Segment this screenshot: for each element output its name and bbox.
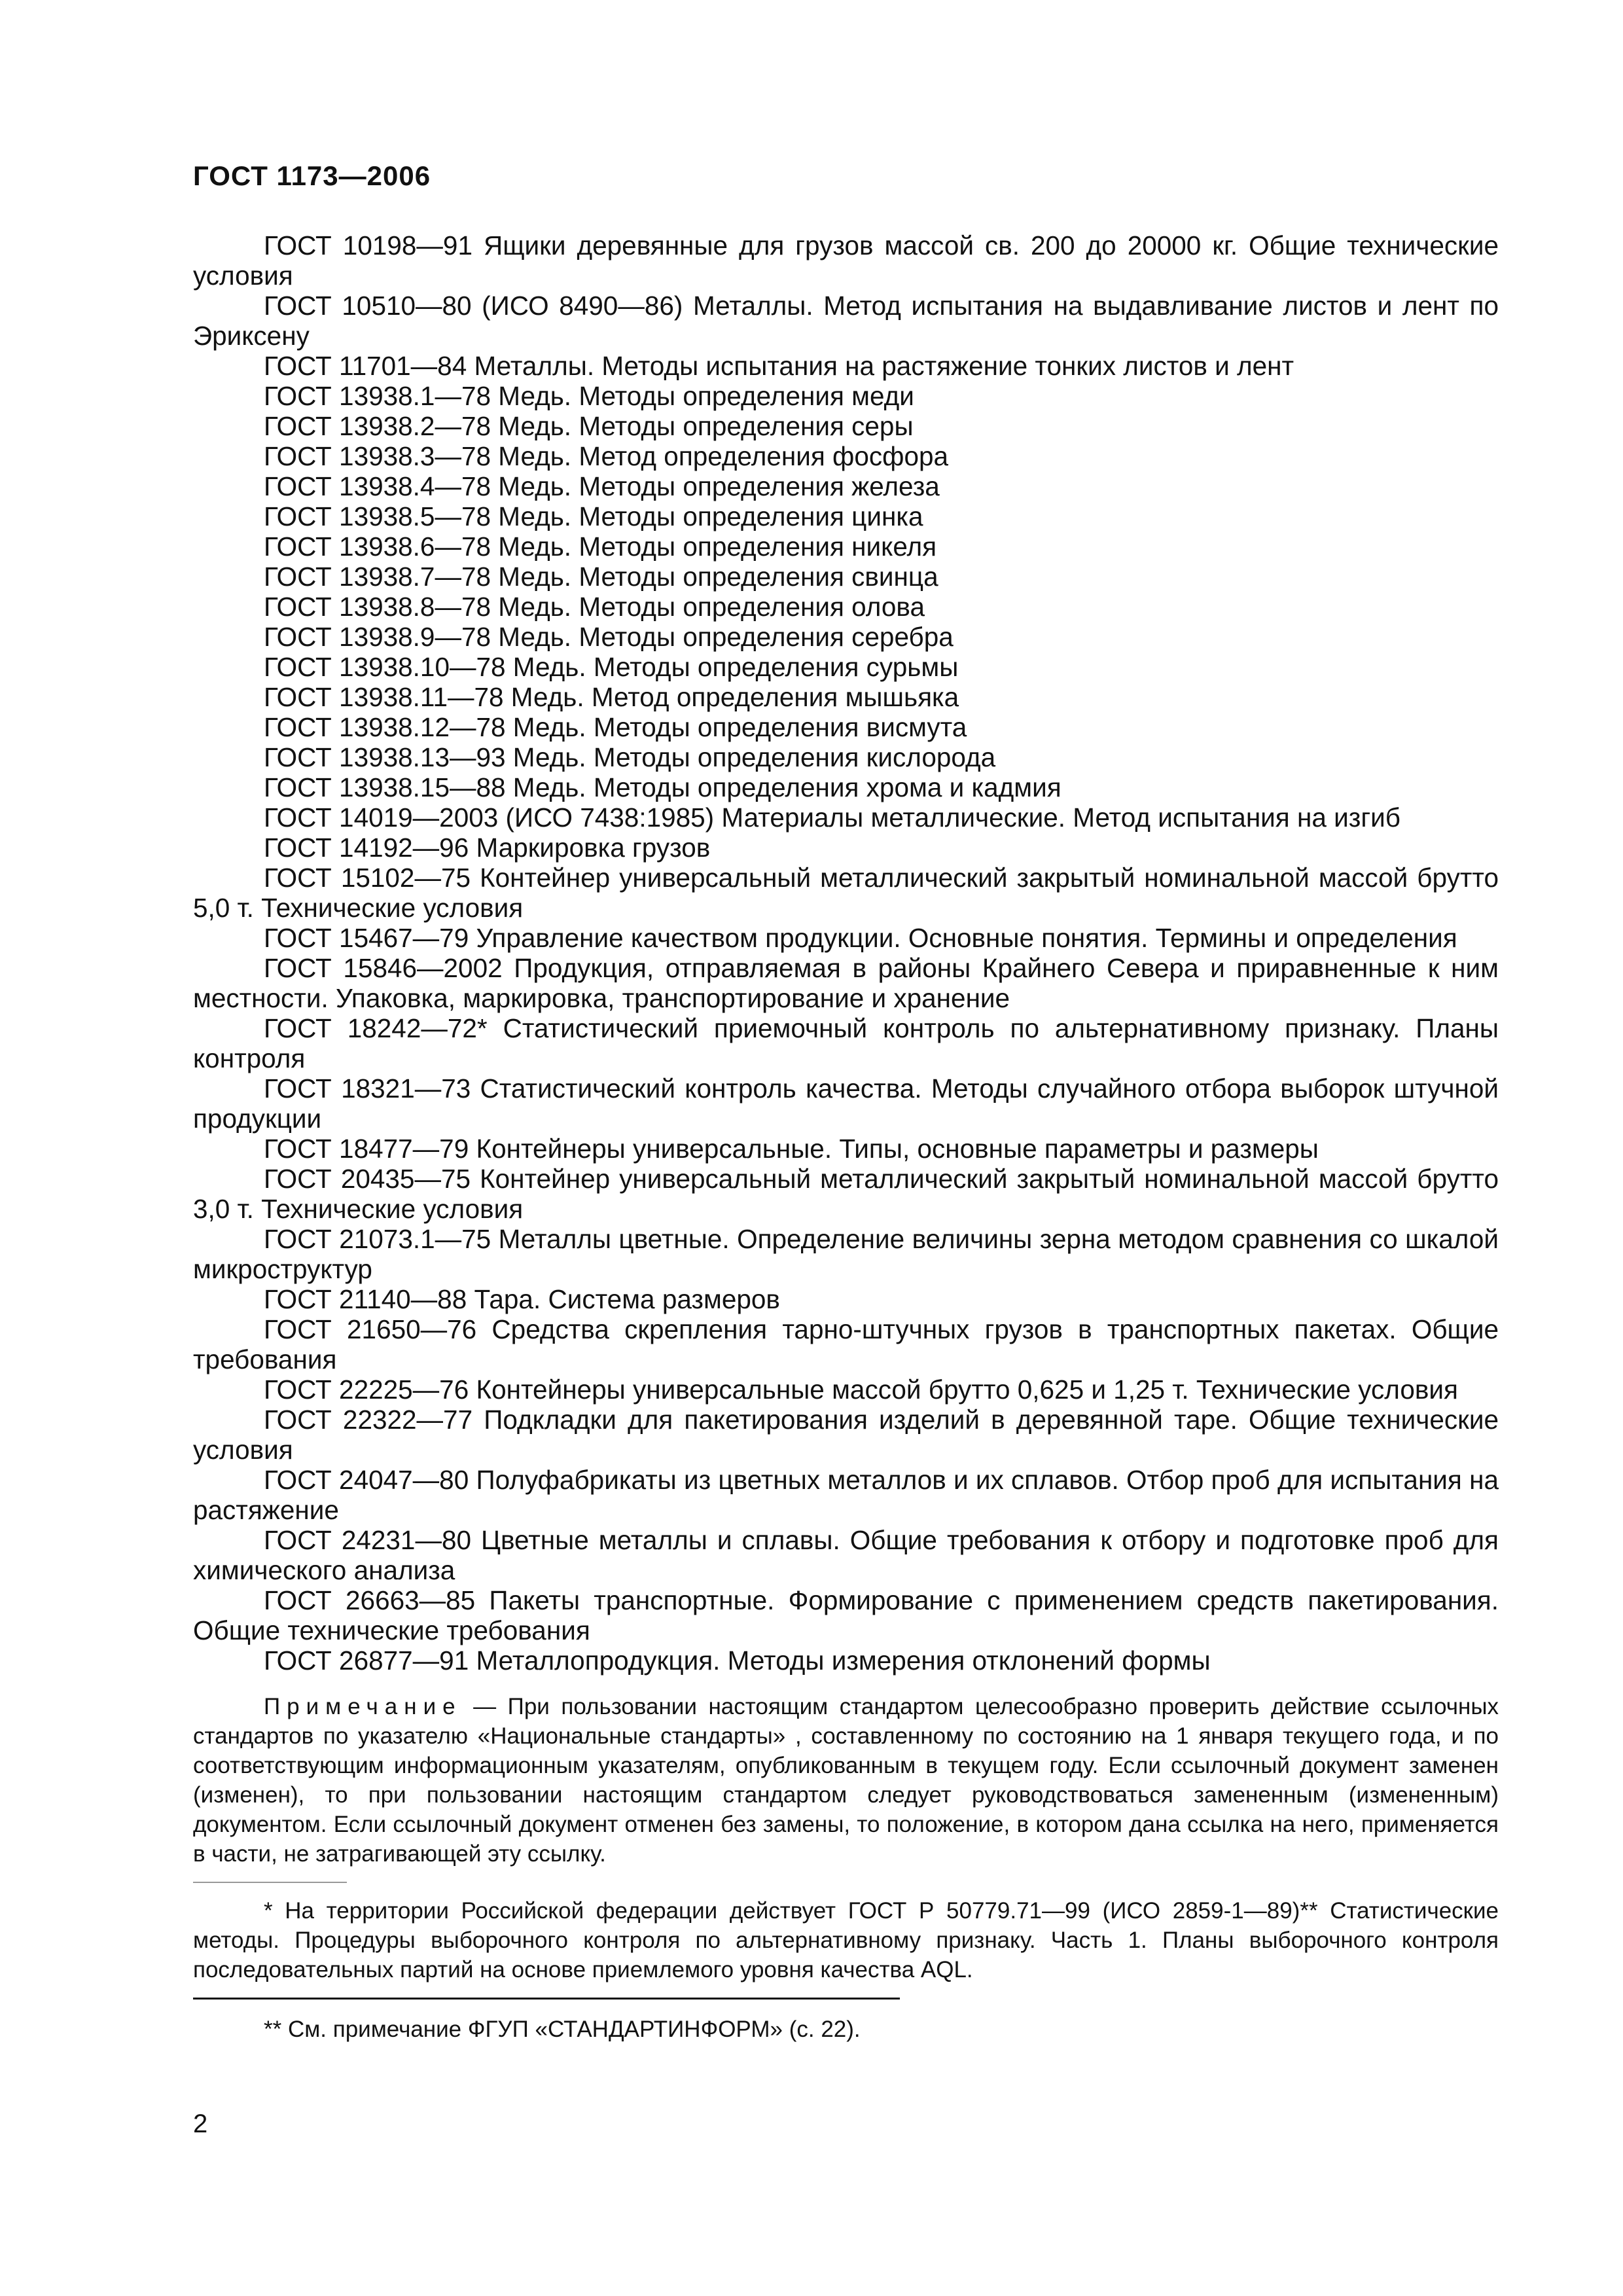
reference-item: ГОСТ 18242—72* Статистический приемочный контроль по альтернативному признаку. Планы контроля: [193, 1013, 1499, 1073]
reference-item: ГОСТ 21650—76 Средства скрепления тарно-штучных грузов в транспортных пакетах. Общие требования: [193, 1314, 1499, 1374]
reference-item: ГОСТ 20435—75 Контейнер универсальный металлический закрытый номинальной массой брутто 3,0 т. Технические условия: [193, 1164, 1499, 1224]
reference-item: ГОСТ 15467—79 Управление качеством продукции. Основные понятия. Термины и определения: [264, 923, 1457, 953]
reference-item: ГОСТ 18477—79 Контейнеры универсальные. Типы, основные параметры и размеры: [264, 1134, 1319, 1164]
reference-item: ГОСТ 24231—80 Цветные металлы и сплавы. Общие требования к отбору и подготовке проб для химического анализа: [193, 1525, 1499, 1585]
footnote-first: [193, 1896, 1499, 1984]
reference-item: ГОСТ 13938.3—78 Медь. Метод определения фосфора: [264, 441, 949, 471]
reference-item: ГОСТ 13938.4—78 Медь. Методы определения железа: [264, 471, 940, 501]
reference-item: ГОСТ 26663—85 Пакеты транспортные. Формирование с применением средств пакетирования. Общие технические требования: [193, 1585, 1499, 1645]
reference-item: ГОСТ 13938.13—93 Медь. Методы определения кислорода: [264, 742, 996, 772]
reference-item: ГОСТ 13938.7—78 Медь. Методы определения свинца: [264, 562, 938, 592]
reference-item: ГОСТ 21073.1—75 Металлы цветные. Определение величины зерна методом сравнения со шкалой микроструктур: [193, 1224, 1499, 1284]
footnote-second: ** См. примечание ФГУП «СТАНДАРТИНФОРМ» (с. 22).: [264, 2017, 861, 2042]
note-block: [193, 1692, 1499, 1869]
reference-item: ГОСТ 13938.6—78 Медь. Методы определения никеля: [264, 531, 937, 562]
footnote-second-divider: [193, 1998, 900, 2000]
reference-item: ГОСТ 26877—91 Металлопродукция. Методы измерения отклонений формы: [264, 1645, 1211, 1676]
reference-item: ГОСТ 22322—77 Подкладки для пакетирования изделий в деревянной таре. Общие технические условия: [193, 1405, 1499, 1465]
reference-item: ГОСТ 15102—75 Контейнер универсальный металлический закрытый номинальной массой брутто 5,0 т. Технические условия: [193, 863, 1499, 923]
note-text: — При пользовании настоящим стандартом целесообразно проверить действие ссылочных стандартов по указателю «Национальные стандарты» , составленному по состоянию на 1 января текущего года, и по соответствующим информационным указателям, опубликованным в текущем году. Если ссылочный документ заменен (изменен), то при пользовании настоящим стандартом следует руководствоваться замененным (измененным) документом. Если ссылочный документ отменен без замены, то положение, в котором дана ссылка на него, применяется в части, не затрагивающей эту ссылку.: [193, 1694, 1499, 1867]
reference-item: ГОСТ 13938.8—78 Медь. Методы определения олова: [264, 592, 925, 622]
reference-item: ГОСТ 13938.12—78 Медь. Методы определения висмута: [264, 712, 967, 742]
note-label: Примечание: [264, 1694, 462, 1719]
references-list: [193, 230, 1499, 1676]
reference-item: ГОСТ 10198—91 Ящики деревянные для грузов массой св. 200 до 20000 кг. Общие технические условия: [193, 230, 1499, 291]
reference-item: ГОСТ 11701—84 Металлы. Методы испытания на растяжение тонких листов и лент: [264, 351, 1294, 381]
reference-item: ГОСТ 10510—80 (ИСО 8490—86) Металлы. Метод испытания на выдавливание листов и лент по Эриксену: [193, 291, 1499, 351]
reference-item: ГОСТ 13938.1—78 Медь. Методы определения меди: [264, 381, 914, 411]
document-header: ГОСТ 1173—2006: [193, 160, 431, 191]
reference-item: ГОСТ 24047—80 Полуфабрикаты из цветных металлов и их сплавов. Отбор проб для испытания на растяжение: [193, 1465, 1499, 1525]
footnote-first-text: * На территории Российской федерации действует ГОСТ Р 50779.71—99 (ИСО 2859-1—89)** Статистические методы. Процедуры выборочного контроля по альтернативному признаку. Часть 1. Планы выборочного контроля последовательных партий на основе приемлемого уровня качества AQL.: [193, 1898, 1499, 1982]
footnote-divider: [193, 1882, 347, 1883]
reference-item: ГОСТ 22225—76 Контейнеры универсальные массой брутто 0,625 и 1,25 т. Технические условия: [264, 1374, 1458, 1405]
reference-item: ГОСТ 18321—73 Статистический контроль качества. Методы случайного отбора выборок штучной продукции: [193, 1073, 1499, 1134]
reference-item: ГОСТ 13938.10—78 Медь. Методы определения сурьмы: [264, 652, 959, 682]
page-number: 2: [193, 2109, 208, 2138]
reference-item: ГОСТ 13938.5—78 Медь. Методы определения цинка: [264, 501, 923, 531]
reference-item: ГОСТ 13938.11—78 Медь. Метод определения мышьяка: [264, 682, 959, 712]
reference-item: ГОСТ 14192—96 Маркировка грузов: [264, 833, 711, 863]
reference-item: ГОСТ 13938.9—78 Медь. Методы определения серебра: [264, 622, 954, 652]
note-paragraph: [193, 1692, 1499, 1869]
reference-item: ГОСТ 13938.15—88 Медь. Методы определения хрома и кадмия: [264, 772, 1061, 802]
reference-item: ГОСТ 15846—2002 Продукция, отправляемая в районы Крайнего Севера и приравненные к ним местности. Упаковка, маркировка, транспортирование и хранение: [193, 953, 1499, 1013]
reference-item: ГОСТ 21140—88 Тара. Система размеров: [264, 1284, 780, 1314]
reference-item: ГОСТ 14019—2003 (ИСО 7438:1985) Материалы металлические. Метод испытания на изгиб: [264, 802, 1400, 833]
reference-item: ГОСТ 13938.2—78 Медь. Методы определения серы: [264, 411, 914, 441]
